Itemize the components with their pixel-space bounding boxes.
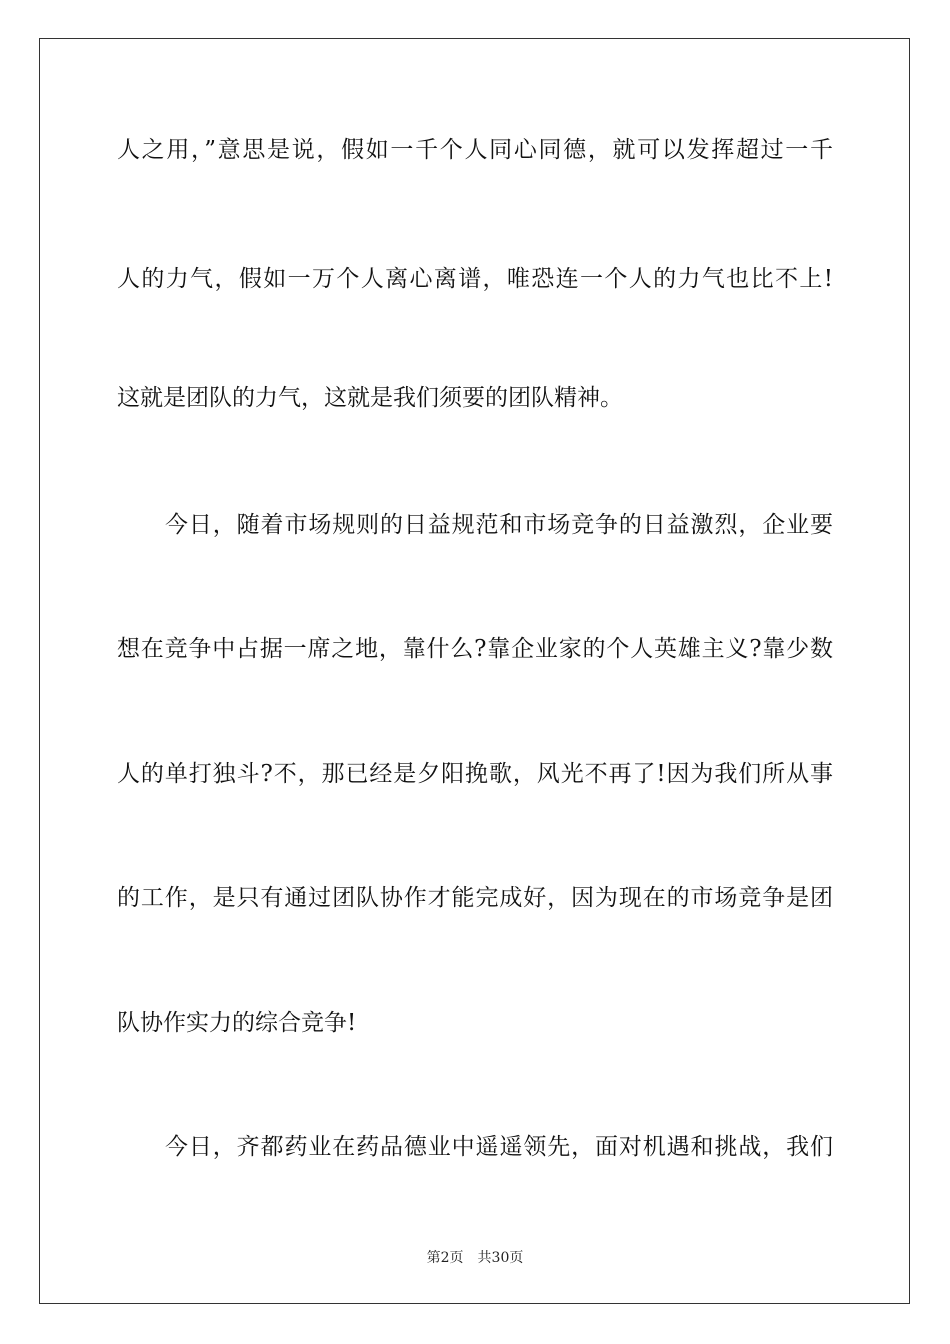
body-line-5: 想在竞争中占据一席之地，靠什么?靠企业家的个人英雄主义?靠少数 (117, 636, 833, 662)
body-line-6: 人的单打独斗?不，那已经是夕阳挽歌，风光不再了!因为我们所从事 (117, 761, 833, 787)
body-line-3: 这就是团队的力气，这就是我们须要的团队精神。 (117, 385, 623, 411)
body-line-1: 人之用，”意思是说，假如一千个人同心同德，就可以发挥超过一千 (117, 137, 833, 163)
page-footer (0, 1247, 950, 1267)
body-line-9: 今日，齐都药业在药品德业中遥遥领先，面对机遇和挑战，我们 (165, 1134, 833, 1160)
body-line-7: 的工作，是只有通过团队协作才能完成好，因为现在的市场竞争是团 (117, 885, 833, 911)
page-border (39, 38, 910, 1304)
page-number: 第2页 (426, 1250, 464, 1266)
body-line-2: 人的力气，假如一万个人离心离谱，唯恐连一个人的力气也比不上! (117, 266, 833, 292)
page-total: 共30页 (477, 1250, 524, 1266)
body-line-8: 队协作实力的综合竞争! (117, 1010, 357, 1036)
body-line-4: 今日，随着市场规则的日益规范和市场竞争的日益激烈，企业要 (165, 512, 833, 538)
